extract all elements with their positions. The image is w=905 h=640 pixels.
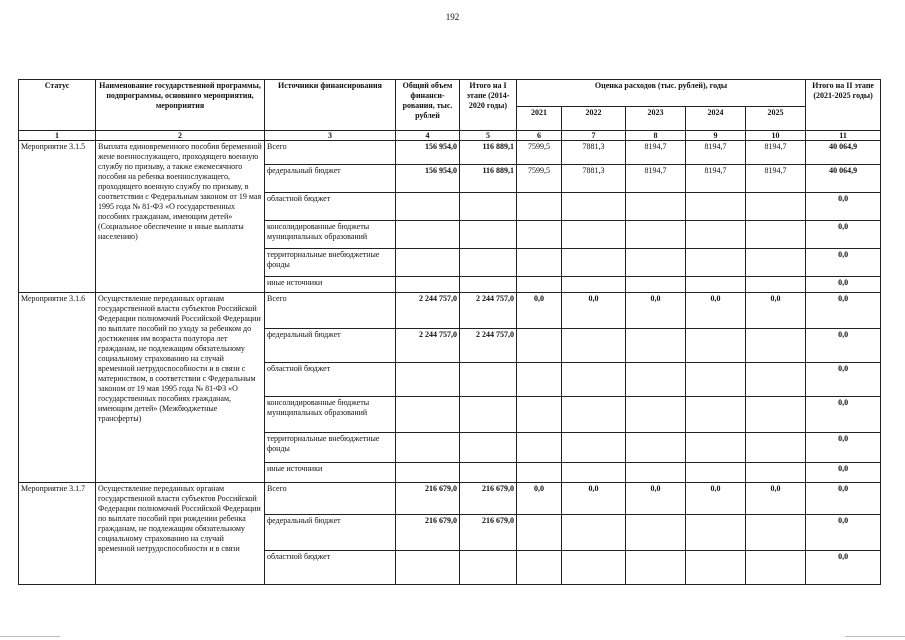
cell-stage1: 2 244 757,0	[460, 293, 517, 329]
col-number: 10	[746, 131, 806, 141]
funding-source: областной бюджет	[265, 551, 396, 585]
cell-y2022	[562, 277, 626, 293]
cell-total	[396, 277, 460, 293]
cell-y2025	[746, 193, 806, 221]
cell-y2021	[517, 329, 562, 363]
cell-y2021	[517, 551, 562, 585]
cell-total	[396, 249, 460, 277]
cell-total: 156 954,0	[396, 165, 460, 193]
page-number: 192	[445, 12, 460, 22]
col-header-name: Наименование государственной программы, подпрограммы, основного мероприятия, мероприятия	[96, 80, 265, 131]
col-header-estimate: Оценка расходов (тыс. рублей), годы	[517, 80, 806, 107]
cell-y2024	[686, 329, 746, 363]
table-header	[19, 80, 881, 141]
table-body	[19, 141, 881, 585]
col-header-year: 2024	[686, 107, 746, 131]
cell-y2024	[686, 515, 746, 551]
cell-y2025	[746, 433, 806, 463]
activity-description: Осуществление переданных органам государственной власти субъектов Российской Федерации полномочий Российской Федерации по выплате пособий по уходу за ребенком до достижения им возраста полутора лет гражданам, не подлежащим обязательному социальному страхованию на случай временной нетрудоспособности и в связи с материнством, в соответствии с Федеральным законом от 19 мая 1995 года № 81-ФЗ «О государственных пособиях гражданам, имеющим детей» (Межбюджетные трансферты)	[96, 293, 265, 483]
col-header-sources: Источники финансирования	[265, 80, 396, 131]
cell-y2025	[746, 249, 806, 277]
cell-stage2: 0,0	[806, 193, 881, 221]
cell-stage1	[460, 193, 517, 221]
funding-source: иные источники	[265, 277, 396, 293]
cell-y2021	[517, 515, 562, 551]
cell-stage1: 216 679,0	[460, 483, 517, 515]
cell-y2025	[746, 221, 806, 249]
cell-total	[396, 551, 460, 585]
col-number: 6	[517, 131, 562, 141]
cell-total: 216 679,0	[396, 515, 460, 551]
cell-total	[396, 397, 460, 433]
column-number-row	[19, 131, 881, 141]
cell-y2021: 7599,5	[517, 141, 562, 165]
cell-y2023	[626, 433, 686, 463]
cell-y2023: 0,0	[626, 483, 686, 515]
activity-status: Мероприятие 3.1.7	[19, 483, 96, 585]
cell-y2024: 0,0	[686, 483, 746, 515]
col-header-stage1: Итого на I этапе (2014-2020 годы)	[460, 80, 517, 131]
funding-source: иные источники	[265, 463, 396, 483]
cell-y2025	[746, 277, 806, 293]
cell-y2024	[686, 551, 746, 585]
cell-y2023	[626, 463, 686, 483]
funding-source: федеральный бюджет	[265, 165, 396, 193]
cell-stage1: 116 889,1	[460, 141, 517, 165]
cell-total	[396, 433, 460, 463]
cell-y2023	[626, 397, 686, 433]
funding-source: Всего	[265, 141, 396, 165]
cell-stage1: 2 244 757,0	[460, 329, 517, 363]
cell-y2025: 8194,7	[746, 165, 806, 193]
cell-y2023	[626, 193, 686, 221]
cell-y2022	[562, 397, 626, 433]
cell-total	[396, 363, 460, 397]
cell-y2022: 0,0	[562, 483, 626, 515]
cell-y2025	[746, 515, 806, 551]
col-header-year: 2021	[517, 107, 562, 131]
cell-stage2: 0,0	[806, 221, 881, 249]
funding-source: областной бюджет	[265, 363, 396, 397]
cell-y2024: 0,0	[686, 293, 746, 329]
activity-description: Выплата единовременного пособия беременной жене военнослужащего, проходящего военную службу по призыву, а также ежемесячного пособия на ребенка военнослужащего, проходящего военную службу по призыву, в соответствии с Федеральным законом от 19 мая 1995 года № 81-ФЗ «О государственных пособиях гражданам, имеющим детей» (Социальное обеспечение и иные выплаты населению)	[96, 141, 265, 293]
cell-y2021	[517, 363, 562, 397]
cell-y2021	[517, 433, 562, 463]
col-number: 4	[396, 131, 460, 141]
col-header-status: Статус	[19, 80, 96, 131]
table-row	[19, 483, 881, 515]
cell-y2022: 0,0	[562, 293, 626, 329]
col-header-year: 2023	[626, 107, 686, 131]
cell-y2022	[562, 433, 626, 463]
cell-y2025	[746, 397, 806, 433]
cell-y2022: 7881,3	[562, 165, 626, 193]
cell-stage1	[460, 277, 517, 293]
cell-stage2: 0,0	[806, 397, 881, 433]
col-header-year: 2025	[746, 107, 806, 131]
cell-stage1	[460, 463, 517, 483]
cell-y2023	[626, 249, 686, 277]
scan-artifact	[845, 636, 905, 637]
funding-source: Всего	[265, 293, 396, 329]
cell-y2023	[626, 277, 686, 293]
cell-y2022	[562, 221, 626, 249]
cell-y2025: 0,0	[746, 483, 806, 515]
col-header-stage2: Итого на II этапе (2021-2025 годы)	[806, 80, 881, 131]
col-number: 9	[686, 131, 746, 141]
cell-y2024	[686, 277, 746, 293]
cell-stage2: 0,0	[806, 329, 881, 363]
cell-y2023	[626, 551, 686, 585]
cell-y2023	[626, 329, 686, 363]
activity-description: Осуществление переданных органам государственной власти субъектов Российской Федерации полномочий Российской Федерации по выплате пособий при рождении ребенка гражданам, не подлежащим обязательному социальному страхованию на случай временной нетрудоспособности и в связи	[96, 483, 265, 585]
funding-source: консолидированные бюджеты муниципальных образований	[265, 397, 396, 433]
cell-stage1	[460, 249, 517, 277]
cell-stage2: 40 064,9	[806, 165, 881, 193]
col-number: 3	[265, 131, 396, 141]
cell-y2023	[626, 221, 686, 249]
table-row	[19, 141, 881, 165]
budget-table	[18, 79, 881, 585]
cell-stage2: 0,0	[806, 249, 881, 277]
cell-y2024	[686, 433, 746, 463]
funding-source: территориальные внебюджетные фонды	[265, 249, 396, 277]
cell-y2022	[562, 363, 626, 397]
cell-y2021: 0,0	[517, 483, 562, 515]
cell-y2024	[686, 463, 746, 483]
cell-y2021: 7599,5	[517, 165, 562, 193]
funding-source: Всего	[265, 483, 396, 515]
cell-total	[396, 193, 460, 221]
cell-y2022	[562, 515, 626, 551]
cell-total: 156 954,0	[396, 141, 460, 165]
cell-y2021	[517, 221, 562, 249]
funding-source: федеральный бюджет	[265, 515, 396, 551]
cell-y2024	[686, 193, 746, 221]
funding-source: консолидированные бюджеты муниципальных образований	[265, 221, 396, 249]
cell-stage2: 0,0	[806, 483, 881, 515]
cell-y2021	[517, 249, 562, 277]
cell-y2025	[746, 463, 806, 483]
cell-stage1	[460, 551, 517, 585]
cell-total: 2 244 757,0	[396, 293, 460, 329]
cell-stage1	[460, 221, 517, 249]
cell-y2025	[746, 363, 806, 397]
cell-y2024: 8194,7	[686, 141, 746, 165]
cell-y2023: 8194,7	[626, 141, 686, 165]
cell-y2022	[562, 193, 626, 221]
cell-y2024	[686, 363, 746, 397]
table-row	[19, 293, 881, 329]
cell-stage2: 0,0	[806, 433, 881, 463]
cell-y2024	[686, 249, 746, 277]
cell-y2022	[562, 249, 626, 277]
cell-stage2: 0,0	[806, 293, 881, 329]
cell-stage2: 0,0	[806, 463, 881, 483]
cell-y2023: 0,0	[626, 293, 686, 329]
cell-y2025: 0,0	[746, 293, 806, 329]
cell-stage1: 216 679,0	[460, 515, 517, 551]
funding-source: территориальные внебюджетные фонды	[265, 433, 396, 463]
cell-stage2: 0,0	[806, 551, 881, 585]
cell-y2022: 7881,3	[562, 141, 626, 165]
cell-y2021	[517, 277, 562, 293]
col-number: 2	[96, 131, 265, 141]
cell-y2022	[562, 463, 626, 483]
cell-y2021	[517, 397, 562, 433]
cell-y2025	[746, 329, 806, 363]
cell-stage2: 0,0	[806, 277, 881, 293]
cell-y2023: 8194,7	[626, 165, 686, 193]
cell-y2025	[746, 551, 806, 585]
cell-total	[396, 463, 460, 483]
cell-stage2: 0,0	[806, 515, 881, 551]
cell-y2024	[686, 221, 746, 249]
funding-source: областной бюджет	[265, 193, 396, 221]
funding-source: федеральный бюджет	[265, 329, 396, 363]
cell-y2022	[562, 551, 626, 585]
col-number: 7	[562, 131, 626, 141]
cell-y2022	[562, 329, 626, 363]
col-header-year: 2022	[562, 107, 626, 131]
cell-stage1	[460, 397, 517, 433]
cell-stage1	[460, 363, 517, 397]
activity-status: Мероприятие 3.1.6	[19, 293, 96, 483]
cell-y2025: 8194,7	[746, 141, 806, 165]
cell-total: 216 679,0	[396, 483, 460, 515]
cell-total: 2 244 757,0	[396, 329, 460, 363]
cell-stage1: 116 889,1	[460, 165, 517, 193]
scan-artifact	[0, 636, 60, 637]
cell-y2023	[626, 515, 686, 551]
cell-y2024: 8194,7	[686, 165, 746, 193]
activity-status: Мероприятие 3.1.5	[19, 141, 96, 293]
cell-total	[396, 221, 460, 249]
col-number: 5	[460, 131, 517, 141]
cell-stage1	[460, 433, 517, 463]
cell-y2023	[626, 363, 686, 397]
col-header-total: Общий объем финанси-рования, тыс. рублей	[396, 80, 460, 131]
col-number: 11	[806, 131, 881, 141]
cell-y2024	[686, 397, 746, 433]
cell-y2021: 0,0	[517, 293, 562, 329]
col-number: 1	[19, 131, 96, 141]
cell-y2021	[517, 463, 562, 483]
cell-stage2: 40 064,9	[806, 141, 881, 165]
cell-stage2: 0,0	[806, 363, 881, 397]
cell-y2021	[517, 193, 562, 221]
col-number: 8	[626, 131, 686, 141]
